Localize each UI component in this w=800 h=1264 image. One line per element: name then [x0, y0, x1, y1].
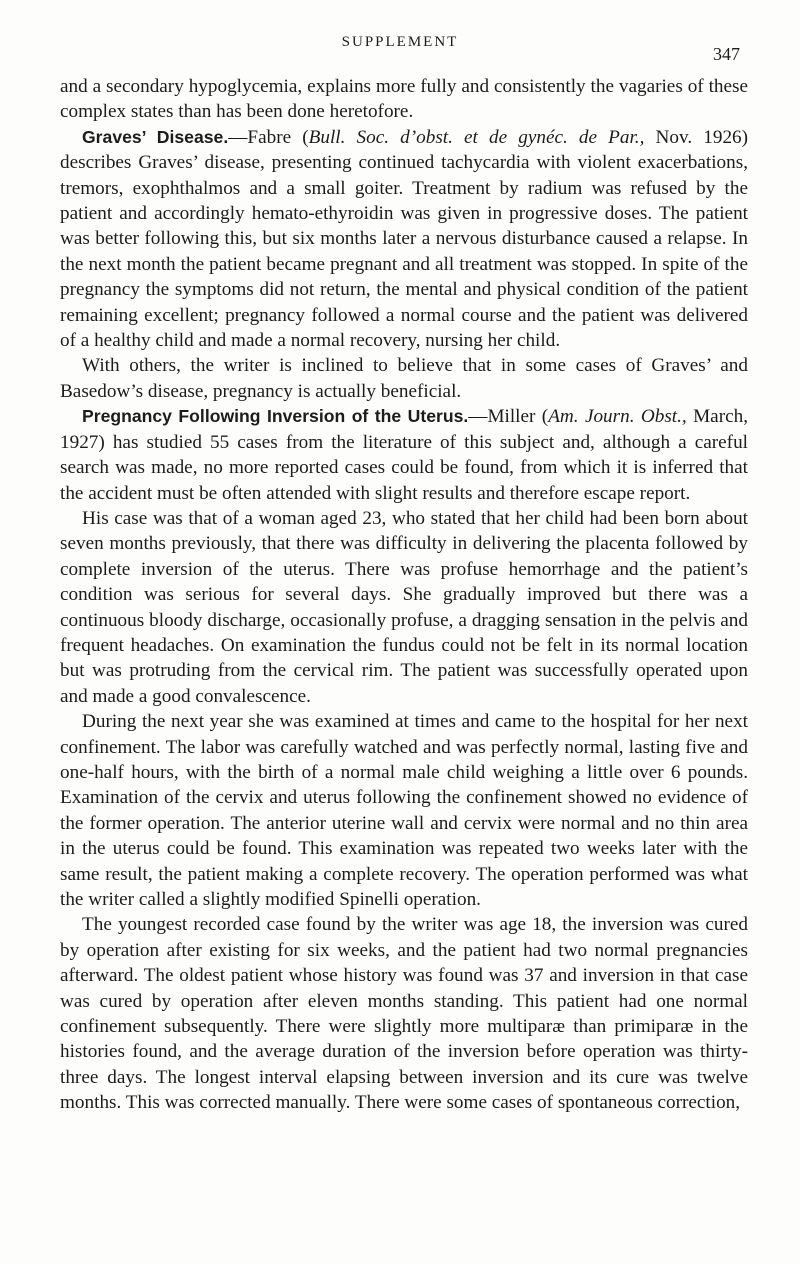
paragraph-recorded-cases: The youngest recorded case found by the writer was age 18, the inversion was cured by operation after existing for six weeks, and the patient had two normal pregnancies afterward. The oldest patient whose history was found was 37 and inversion in that case was cured by operation after eleven months standing. This patient had one normal confinement subsequently. There were slightly more multiparæ than primiparæ in the histories found, and the average duration of the inversion before operation was thirty-three days. The longest interval elapsing between inversion and its cure was twelve months. This was corrected manually. There were some cases of spontaneous correction,	[60, 914, 748, 1114]
paragraph-uterine-inversion	[60, 404, 748, 506]
paragraph-graves-beneficial: With others, the writer is inclined to believe that in some cases of Graves’ and Basedow’s disease, pregnancy is actually beneficial.	[60, 355, 748, 402]
page-number: 347	[713, 44, 740, 64]
section-heading-uterine-inversion: Pregnancy Following Inversion of the Uterus.	[82, 406, 469, 427]
section-heading-graves-disease: Graves’ Disease.	[82, 126, 229, 147]
paragraph-next-confinement: During the next year she was examined at times and came to the hospital for her next confinement. The labor was carefully watched and was perfectly normal, lasting five and one-half hours, with the birth of a normal male child weighing a little over 6 pounds. Examination of the cervix and uterus following the confinement showed no evidence of the former operation. The anterior uterine wall and cervix were normal and no thin area in the uterus could be found. This examination was repeated two weeks later with the same result, the patient making a complete recovery. The operation performed was what the writer called a slightly modified Spinelli operation.	[60, 711, 748, 910]
paragraph-case-history: His case was that of a woman aged 23, who stated that her child had been born about seven months previously, that there was difficulty in delivering the placenta followed by complete inversion of the uterus. There was profuse hemorrhage and the patient’s condition was serious for several days. She gradually improved but there was a continuous bloody discharge, occasionally profuse, a dragging sensation in the pelvis and frequent headaches. On examination the fundus could not be felt in its normal location but was protruding from the cervical rim. The patient was successfully operated upon and made a good convalescence.	[60, 507, 748, 707]
inversion-journal-citation: Am. Journ. Obst.,	[548, 406, 687, 428]
paragraph-hypoglycemia-conclusion: and a secondary hypoglycemia, explains more fully and consistently the vagaries of these complex states than has been done heretofore.	[60, 76, 748, 123]
graves-journal-citation: Bull. Soc. d’obst. et de gynéc. de Par.,	[308, 126, 645, 148]
graves-body: Nov. 1926) describes Graves’ disease, presenting continued tachycardia with violent exacerbations, tremors, exophthalmos and a small goiter. Treatment by radium was refused by the patient and accordingly hemato-ethyroidin was given in progressive doses. The patient was better following this, but six months later a nervous disturbance caused a relapse. In the next month the patient became pregnant and all treatment was stopped. In spite of the pregnancy the symptoms did not return, the mental and physical condition of the patient remaining excellent; pregnancy followed a normal course and the patient was delivered of a healthy child and made a normal recovery, nursing her child.	[60, 126, 749, 352]
inversion-lead: —Miller (	[468, 406, 549, 428]
paragraph-graves-disease	[60, 125, 748, 354]
inversion-body: March, 1927) has studied 55 cases from the literature of this subject and, although a careful search was made, no more reported cases could be found, from which it is inferred that the accident must be often attended with slight results and therefore escape report.	[60, 406, 748, 504]
running-head: SUPPLEMENT	[341, 34, 459, 50]
body-text	[60, 74, 748, 1116]
graves-lead: —Fabre (	[228, 126, 309, 148]
